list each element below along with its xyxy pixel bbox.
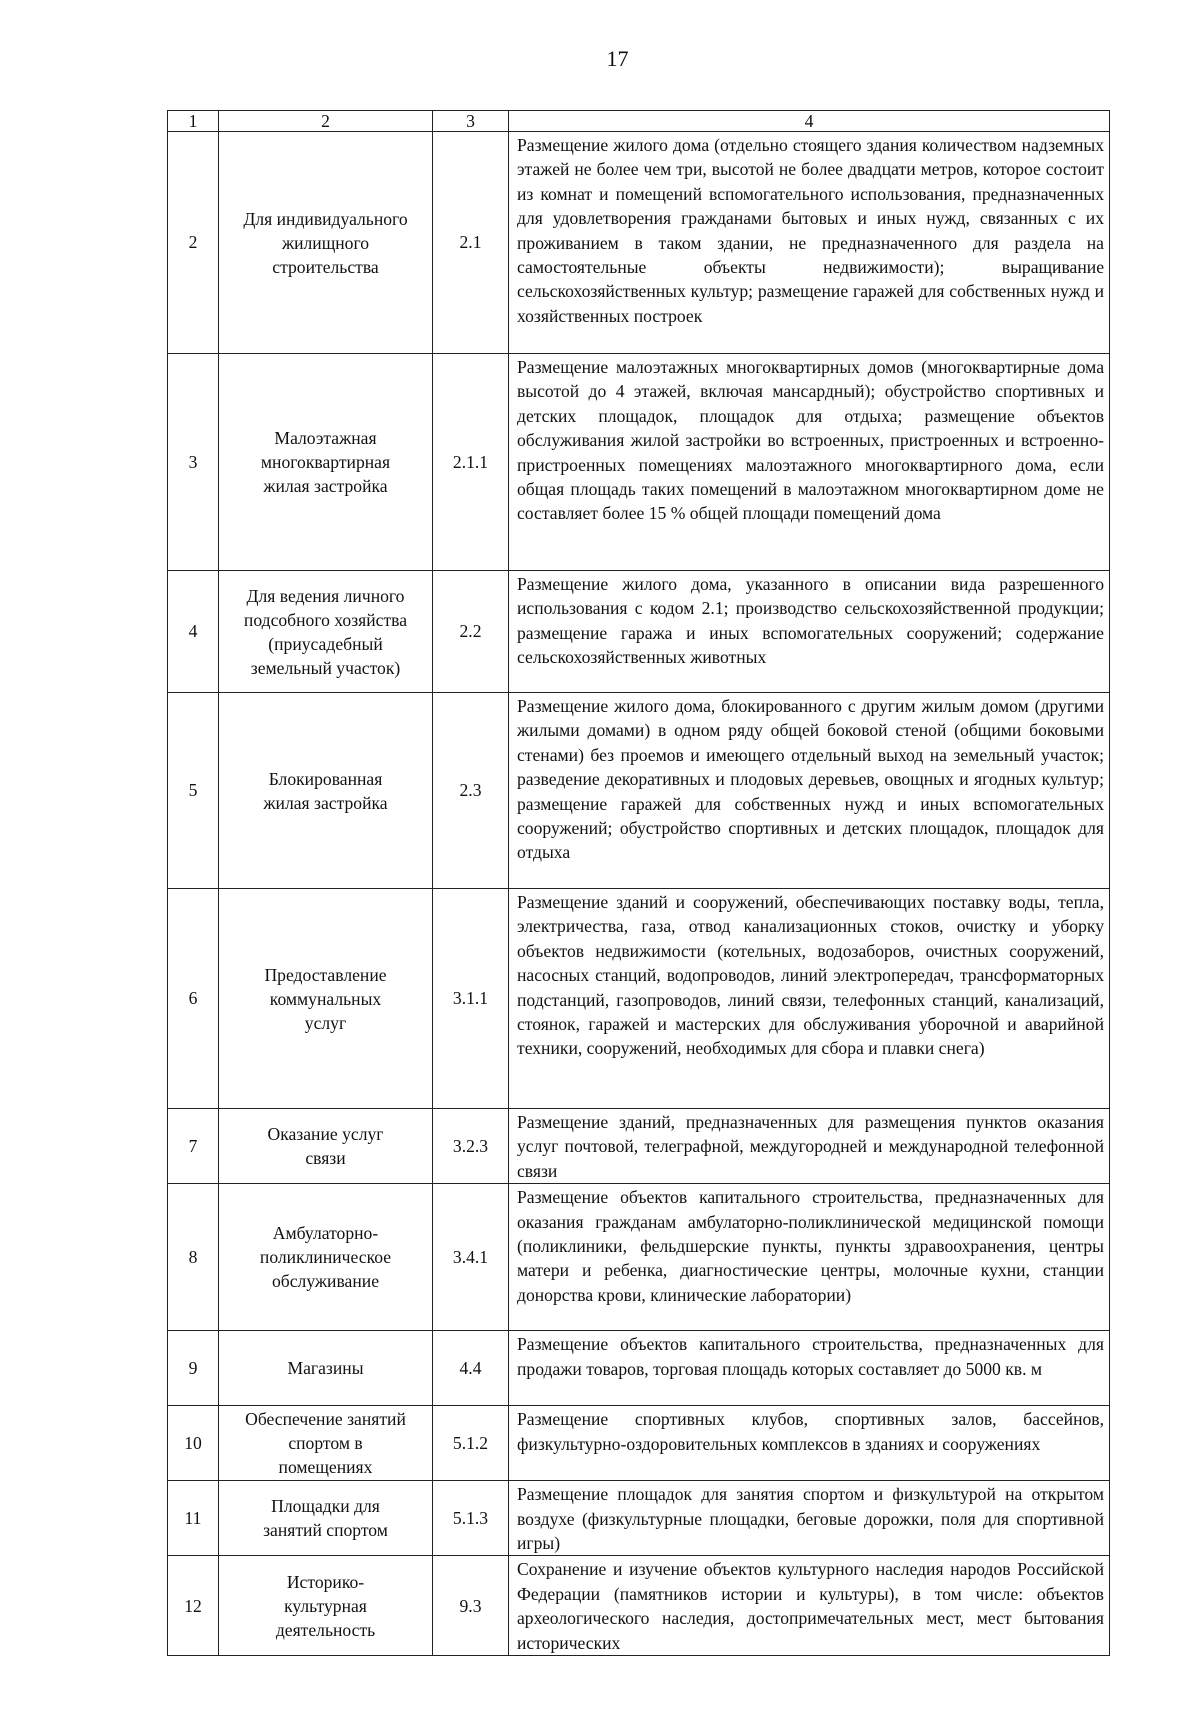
land-use-code: 4.4 xyxy=(433,1331,509,1406)
row-number: 9 xyxy=(168,1331,219,1406)
land-use-description: Размещение зданий и сооружений, обеспечивающих поставку воды, тепла, электричества, газа, отвод канализационных стоков, очистку и уборку объектов недвижимости (котельных, водозаборов, очистных сооружений, насосных станций, водопроводов, линий электропередач, трансформаторных подстанций, газопроводов, линий связи, телефонных станций, канализаций, стоянок, гаражей и мастерских для обслуживания уборочной и аварийной техники, сооружений, необходимых для сбора и плавки снега) xyxy=(509,889,1110,1109)
land-use-code: 2.2 xyxy=(433,571,509,693)
land-use-description: Размещение малоэтажных многоквартирных домов (многоквартирные дома высотой до 4 этажей, включая мансардный); обустройство спортивных и детских площадок, площадок для отдыха; размещение объектов обслуживания жилой застройки во встроенных, пристроенных и встроенно-пристроенных помещениях малоэтажного многоквартирного дома, если общая площадь таких помещений в малоэтажном многоквартирном доме не составляет более 15 % общей площади помещений дома xyxy=(509,354,1110,571)
column-header-1: 1 xyxy=(168,111,219,132)
land-use-name: Историко-культурная деятельность xyxy=(219,1556,433,1656)
land-use-table xyxy=(167,110,1110,1656)
land-use-name: Оказание услуг связи xyxy=(219,1109,433,1184)
row-number: 12 xyxy=(168,1556,219,1656)
row-number: 5 xyxy=(168,693,219,889)
land-use-description: Размещение объектов капитального строительства, предназначенных для оказания гражданам амбулаторно-поликлинической медицинской помощи (поликлиники, фельдшерские пункты, пункты здравоохранения, центры матери и ребенка, диагностические центры, молочные кухни, станции донорства крови, клинические лаборатории) xyxy=(509,1184,1110,1331)
land-use-description: Размещение спортивных клубов, спортивных залов, бассейнов, физкультурно-оздоровительных комплексов в зданиях и сооружениях xyxy=(509,1406,1110,1481)
table-row xyxy=(168,1481,1110,1556)
row-number: 4 xyxy=(168,571,219,693)
table-row xyxy=(168,571,1110,693)
table-row xyxy=(168,889,1110,1109)
land-use-name: Обеспечение занятий спортом в помещениях xyxy=(219,1406,433,1481)
land-use-code: 2.3 xyxy=(433,693,509,889)
land-use-description: Размещение объектов капитального строительства, предназначенных для продажи товаров, торговая площадь которых составляет до 5000 кв. м xyxy=(509,1331,1110,1406)
table-row xyxy=(168,354,1110,571)
land-use-code: 9.3 xyxy=(433,1556,509,1656)
table-row xyxy=(168,1184,1110,1331)
row-number: 6 xyxy=(168,889,219,1109)
land-use-description: Размещение площадок для занятия спортом и физкультурой на открытом воздухе (физкультурные площадки, беговые дорожки, поля для спортивной игры) xyxy=(509,1481,1110,1556)
row-number: 10 xyxy=(168,1406,219,1481)
land-use-description: Размещение жилого дома, указанного в описании вида разрешенного использования с кодом 2.1; производство сельскохозяйственной продукции; размещение гаража и иных вспомогательных сооружений; содержание сельскохозяйственных животных xyxy=(509,571,1110,693)
column-header-4: 4 xyxy=(509,111,1110,132)
land-use-name: Предоставление коммунальных услуг xyxy=(219,889,433,1109)
table-row xyxy=(168,1406,1110,1481)
table-row xyxy=(168,132,1110,354)
land-use-name: Блокированная жилая застройка xyxy=(219,693,433,889)
land-use-code: 2.1 xyxy=(433,132,509,354)
land-use-name: Для ведения личного подсобного хозяйства (приусадебный земельный участок) xyxy=(219,571,433,693)
page-number: 17 xyxy=(606,46,629,71)
land-use-name: Магазины xyxy=(219,1331,433,1406)
row-number: 7 xyxy=(168,1109,219,1184)
land-use-code: 3.1.1 xyxy=(433,889,509,1109)
row-number: 8 xyxy=(168,1184,219,1331)
column-header-3: 3 xyxy=(433,111,509,132)
table-row xyxy=(168,693,1110,889)
table-row xyxy=(168,1109,1110,1184)
land-use-code: 2.1.1 xyxy=(433,354,509,571)
land-use-name: Площадки для занятий спортом xyxy=(219,1481,433,1556)
table-header-row xyxy=(168,111,1110,132)
row-number: 3 xyxy=(168,354,219,571)
land-use-name: Амбулаторно-поликлиническое обслуживание xyxy=(219,1184,433,1331)
table-row xyxy=(168,1331,1110,1406)
land-use-code: 5.1.3 xyxy=(433,1481,509,1556)
land-use-code: 3.4.1 xyxy=(433,1184,509,1331)
land-use-description: Сохранение и изучение объектов культурного наследия народов Российской Федерации (памятников истории и культуры), в том числе: объектов археологического наследия, достопримечательных мест, мест бытования исторических xyxy=(509,1556,1110,1656)
land-use-description: Размещение зданий, предназначенных для размещения пунктов оказания услуг почтовой, телеграфной, междугородней и международной телефонной связи xyxy=(509,1109,1110,1184)
land-use-name: Малоэтажная многоквартирная жилая застройка xyxy=(219,354,433,571)
land-use-description: Размещение жилого дома (отдельно стоящего здания количеством надземных этажей не более чем три, высотой не более двадцати метров, которое состоит из комнат и помещений вспомогательного использования, предназначенных для удовлетворения гражданами бытовых и иных нужд, связанных с их проживанием в таком здании, не предназначенного для раздела на самостоятельные объекты недвижимости); выращивание сельскохозяйственных культур; размещение гаражей для собственных нужд и хозяйственных построек xyxy=(509,132,1110,354)
land-use-name: Для индивидуального жилищного строительства xyxy=(219,132,433,354)
land-use-description: Размещение жилого дома, блокированного с другим жилым домом (другими жилыми домами) в одном ряду общей боковой стеной (общими боковыми стенами) без проемов и имеющего отдельный выход на земельный участок; разведение декоративных и плодовых деревьев, овощных и ягодных культур; размещение гаражей для собственных нужд и иных вспомогательных сооружений; обустройство спортивных и детских площадок, площадок для отдыха xyxy=(509,693,1110,889)
land-use-code: 3.2.3 xyxy=(433,1109,509,1184)
row-number: 11 xyxy=(168,1481,219,1556)
table-row xyxy=(168,1556,1110,1656)
column-header-2: 2 xyxy=(219,111,433,132)
land-use-code: 5.1.2 xyxy=(433,1406,509,1481)
row-number: 2 xyxy=(168,132,219,354)
